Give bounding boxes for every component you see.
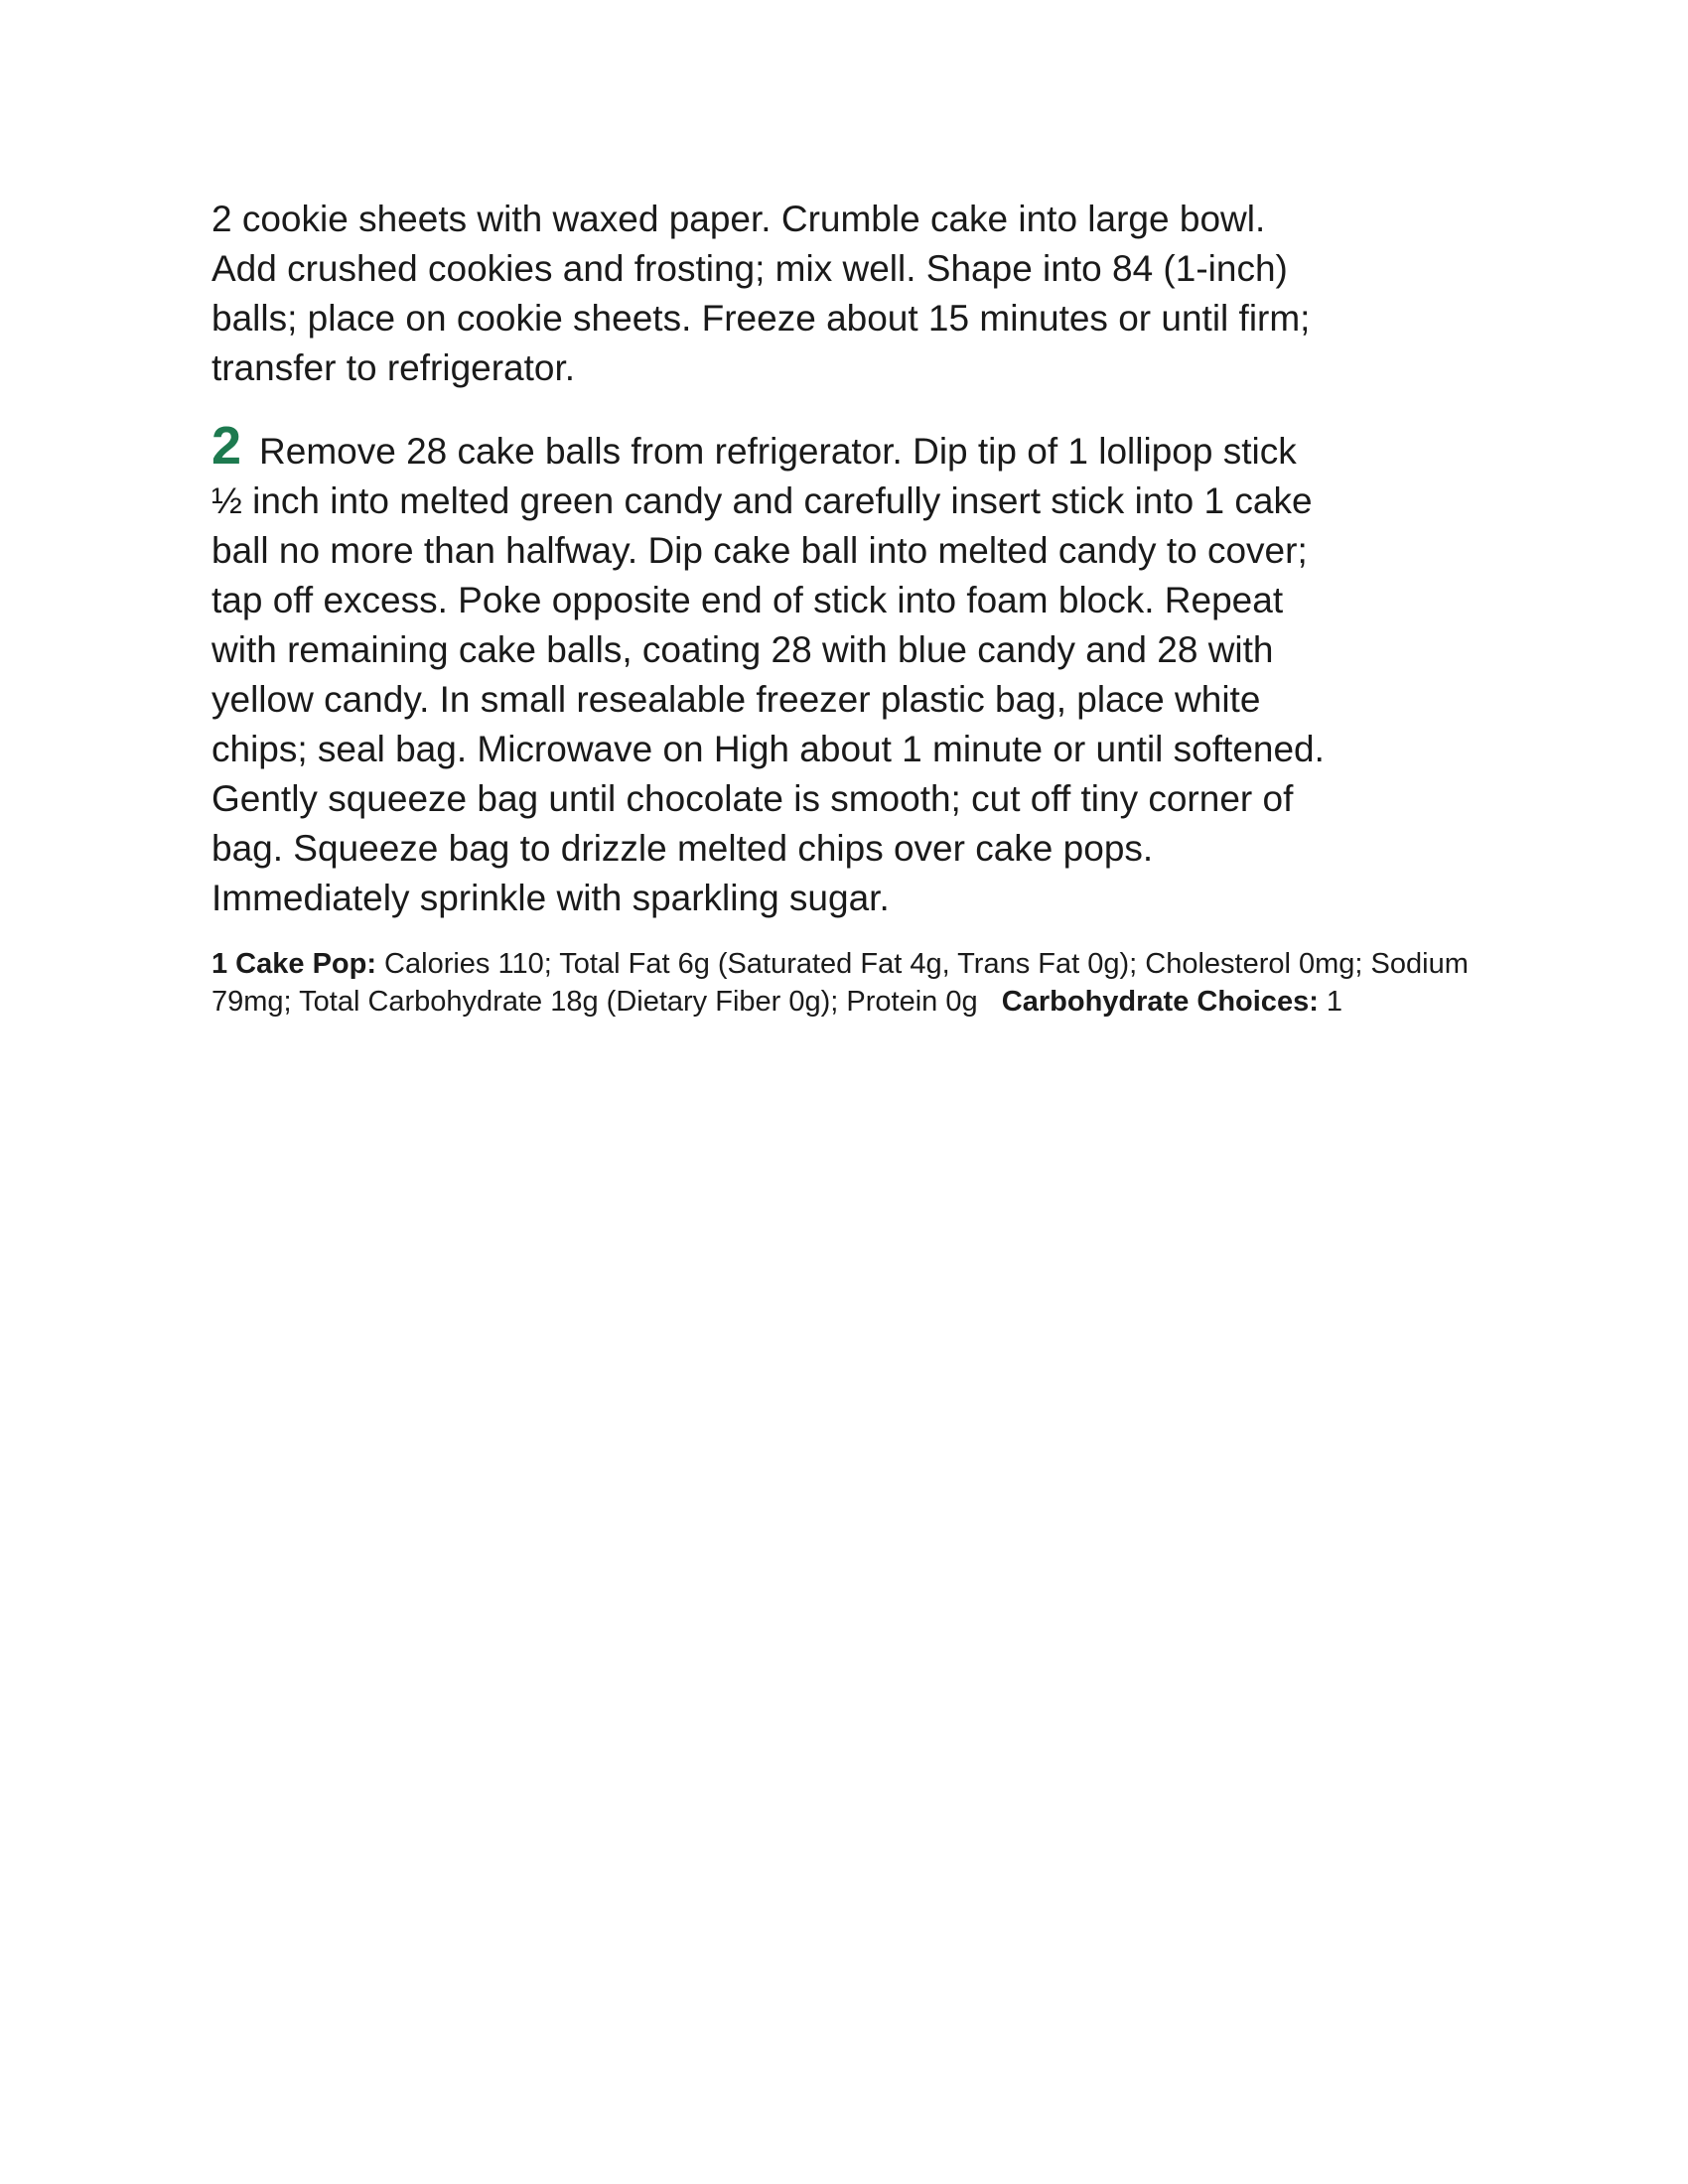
step-number: 2 (211, 416, 242, 476)
step-text: Remove 28 cake balls from refrigerator. Dip tip of 1 lollipop stick ½ inch into melted green candy and carefully insert stick into 1 cake ball no more than halfway. Dip cake ball into melted candy to cover; tap off excess. Poke opposite end of stick into foam block. Repeat with remaining cake balls, coating 28 with blue candy and 28 with yellow candy. In small resealable freezer plastic bag, place white chips; seal bag. Microwave on High about 1 minute or until softened. Gently squeeze bag until chocolate is smooth; cut off tiny corner of bag. Squeeze bag to drizzle melted chips over cake pops. Immediately sprinkle with sparkling sugar. (211, 431, 1325, 918)
carbohydrate-choices-value: 1 (1318, 986, 1343, 1018)
continued-directions: 2 cookie sheets with waxed paper. Crumble cake into large bowl. Add crushed cookies and frosting; mix well. Shape into 84 (1-inch) balls; place on cookie sheets. Freeze about 15 minutes or until firm; transfer to refrigerator. (211, 199, 1311, 388)
carbohydrate-choices-label: Carbohydrate Choices: (1001, 986, 1319, 1018)
nutrition-info (211, 945, 1492, 1021)
nutrition-facts: Calories 110; Total Fat 6g (Saturated Fat 4g, Trans Fat 0g); Cholesterol 0mg; Sodium 79mg; Total Carbohydrate 18g (Dietary Fiber 0g); Protein 0g (211, 948, 1469, 1018)
direction-step-2 (211, 416, 1492, 923)
nutrition-serving-label: 1 Cake Pop: (211, 948, 376, 980)
recipe-page (211, 195, 1492, 1049)
